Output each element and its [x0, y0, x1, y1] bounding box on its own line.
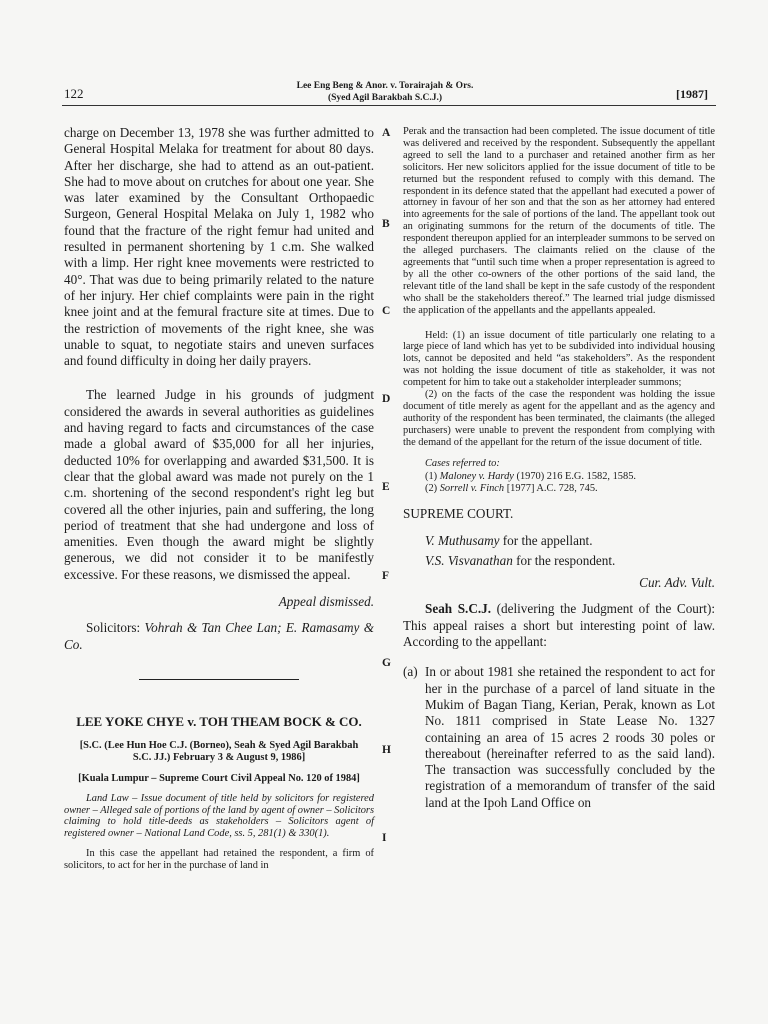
case-num: (1) — [425, 471, 438, 483]
margin-letter: H — [382, 744, 391, 756]
margin-letter: E — [382, 481, 390, 493]
case-name: Sorrell v. Finch — [439, 483, 505, 495]
right-column — [403, 126, 715, 811]
running-header-case: Lee Eng Beng & Anor. v. Torairajah & Ors. — [296, 81, 474, 91]
margin-letters — [380, 0, 396, 1024]
section-divider — [139, 679, 299, 680]
running-header-judge: (Syed Agil Barakbah S.C.J.) — [327, 93, 443, 103]
item-a — [403, 664, 715, 811]
margin-letter: G — [382, 657, 391, 669]
case-item — [425, 471, 715, 483]
margin-letter: I — [382, 832, 387, 844]
cur-adv-vult: Cur. Adv. Vult. — [639, 575, 715, 591]
case-num: (2) — [425, 483, 438, 495]
left-column — [64, 125, 374, 872]
counsel-name: V. Muthusamy — [425, 532, 500, 548]
counsel-role: for the appellant. — [502, 532, 593, 548]
margin-letter: D — [382, 393, 391, 405]
court-name: SUPREME COURT. — [403, 506, 514, 522]
page-number: 122 — [64, 86, 84, 101]
report-year: [1987] — [676, 87, 708, 101]
case-item — [425, 483, 715, 495]
counsel-name: V.S. Visvanathan — [425, 552, 513, 568]
coram: [S.C. (Lee Hun Hoe C.J. (Borneo), Seah & Syed Agil Barakbah S.C. JJ.) February 3 & August 9, 1986] — [79, 739, 359, 763]
body-paragraph: charge on December 13, 1978 she was further admitted to General Hospital Melaka for treatment for about 80 days. After her discharge, she had to attend as an out-patient. She had to move about on crutches for about one year. She was later examined by the Consultant Orthopaedic Surgeon, General Hospital Melaka on July 1, 1982 who found that the fracture of the right femur had united and resulted in permanent shortening by 1 c.m. She walked with a limp. Her right knee movements were restricted to 40°. That was due to being primarily related to the nature of her injury. Her chief complaints were pain in the right knee joint and at the femural fracture site at times. Due to the restriction of movements of the right knee, she was unable to squat, to negotiate stairs and uneven surfaces and found difficulty in doing her daily prayers. — [64, 125, 374, 369]
body-paragraph: The learned Judge in his grounds of judgment considered the awards in several authorities as guidelines and having regard to facts and circumstances of the case made a global award of $35,000 for all her injuries, deducted 10% for overlapping and awarded $31,500. It is clear that the global award was made not purely on the 1 c.m. shortening of the second respondent's right leg but covered all the other injuries, pain and suffering, the long period of treatment that she had undergone and loss of amenities. Even though the award might be slightly generous, we did not consider it to be manifestly excessive. For these reasons, we dismissed the appeal. — [64, 387, 374, 582]
appeal-dismissed: Appeal dismissed. — [278, 594, 374, 610]
judgment-intro-text: (delivering the Judgment of the Court): This appeal raises a short but interesting point of law. According to the appellant: — [403, 601, 715, 650]
margin-letter: C — [382, 305, 391, 317]
case-cite: [1977] A.C. 728, 745. — [506, 483, 598, 495]
item-a-label: (a) — [403, 664, 418, 680]
solicitors-label: Solicitors: — [86, 620, 141, 636]
cases-list — [403, 471, 715, 495]
appeal-reference: [Kuala Lumpur – Supreme Court Civil Appeal No. 120 of 1984] — [78, 772, 360, 784]
case-title: LEE YOKE CHYE v. TOH THEAM BOCK & CO. — [76, 713, 362, 729]
counsel-role: for the respondent. — [516, 552, 616, 568]
held-2: (2) on the facts of the case the respondent was holding the issue document of title merely as agent for the appellant and as the agency and authority of the respondent has been terminated, the claimants (the alleged purchasers) were unable to prevent the respondent from complying with the demand of the appellant for the return of the issue document of title. — [403, 389, 715, 448]
held-label: Held: — [425, 329, 449, 341]
item-a-text: In or about 1981 she retained the respondent to act for her in the purchase of a parcel of land situate in the Mukim of Bagan Tiang, Kerian, Perak, known as Lot No. 1811 comprised in State Lease No. 1327 containing an area of 15 acres 2 roods 30 poles or thereabout (hereinafter referred to as the said land). The transaction was successfully concluded by the registration of a memorandum of transfer of the said land at the Ipoh Land Office on — [425, 664, 715, 810]
counsel-respondent — [403, 553, 715, 569]
solicitors-names: Vohrah & Tan Chee Lan; E. Ramasamy & Co. — [64, 620, 374, 652]
judge-name: Seah S.C.J. — [425, 601, 492, 617]
summary-continued: Perak and the transaction had been completed. The issue document of title was delivered and received by the respondent. Subsequently the appellant agreed to sell the land to a purchaser and retained another firm as her solicitors. Her new solicitors applied for the issue document of title to be returned but the respondent refused to comply with this demand. The respondent in its defence stated that the appellant had executed a power of attorney in favour of her son and that the son as her attorney had entered into agreements for the sale of portions of the land. The appellant took out an originating summons for the return of the documents of title. The respondent thereupon applied for an interpleader summons to be served on the alleged purchasers. The claimants relied on the clause of the agreements that “until such time when a proper representation is agreed to by all the other co-owners of the other portions of the said land, the relevant title of the land shall be kept in the safe custody of the respondent who shall be the stakeholders thereof.” The learned trial judge dismissed the application of the appellants and the appellants appealed. — [403, 126, 715, 316]
held-1-text: (1) an issue document of title particularly one relating to a large piece of land which has yet to be subdivided into individual housing lots, cannot be deposited and held “as stakeholders”. As the respondent was not holding the issue document of title as stakeholder, it was not competent for him to take out a stakeholder interpleader summons; — [403, 329, 715, 389]
solicitors — [64, 620, 374, 653]
case-cite: (1970) 216 E.G. 1582, 1585. — [516, 471, 636, 483]
counsel-appellant — [403, 533, 715, 549]
summary-start: In this case the appellant had retained the respondent, a firm of solicitors, to act for her in the purchase of land in — [64, 848, 374, 872]
case-name: Maloney v. Hardy — [439, 471, 514, 483]
judgment-intro — [403, 601, 715, 650]
margin-letter: A — [382, 127, 391, 139]
cases-label: Cases referred to: — [425, 457, 500, 469]
held-1 — [403, 330, 715, 390]
margin-letter: B — [382, 218, 390, 230]
catchwords: Land Law – Issue document of title held by solicitors for registered owner – Alleged sale of portions of the land by agent of owner – Solicitors claiming to hold title-deeds as stakeholders – Solicitors agent of registered owner – National Land Code, ss. 5, 281(1) & 330(1). — [64, 792, 374, 840]
margin-letter: F — [382, 570, 390, 582]
